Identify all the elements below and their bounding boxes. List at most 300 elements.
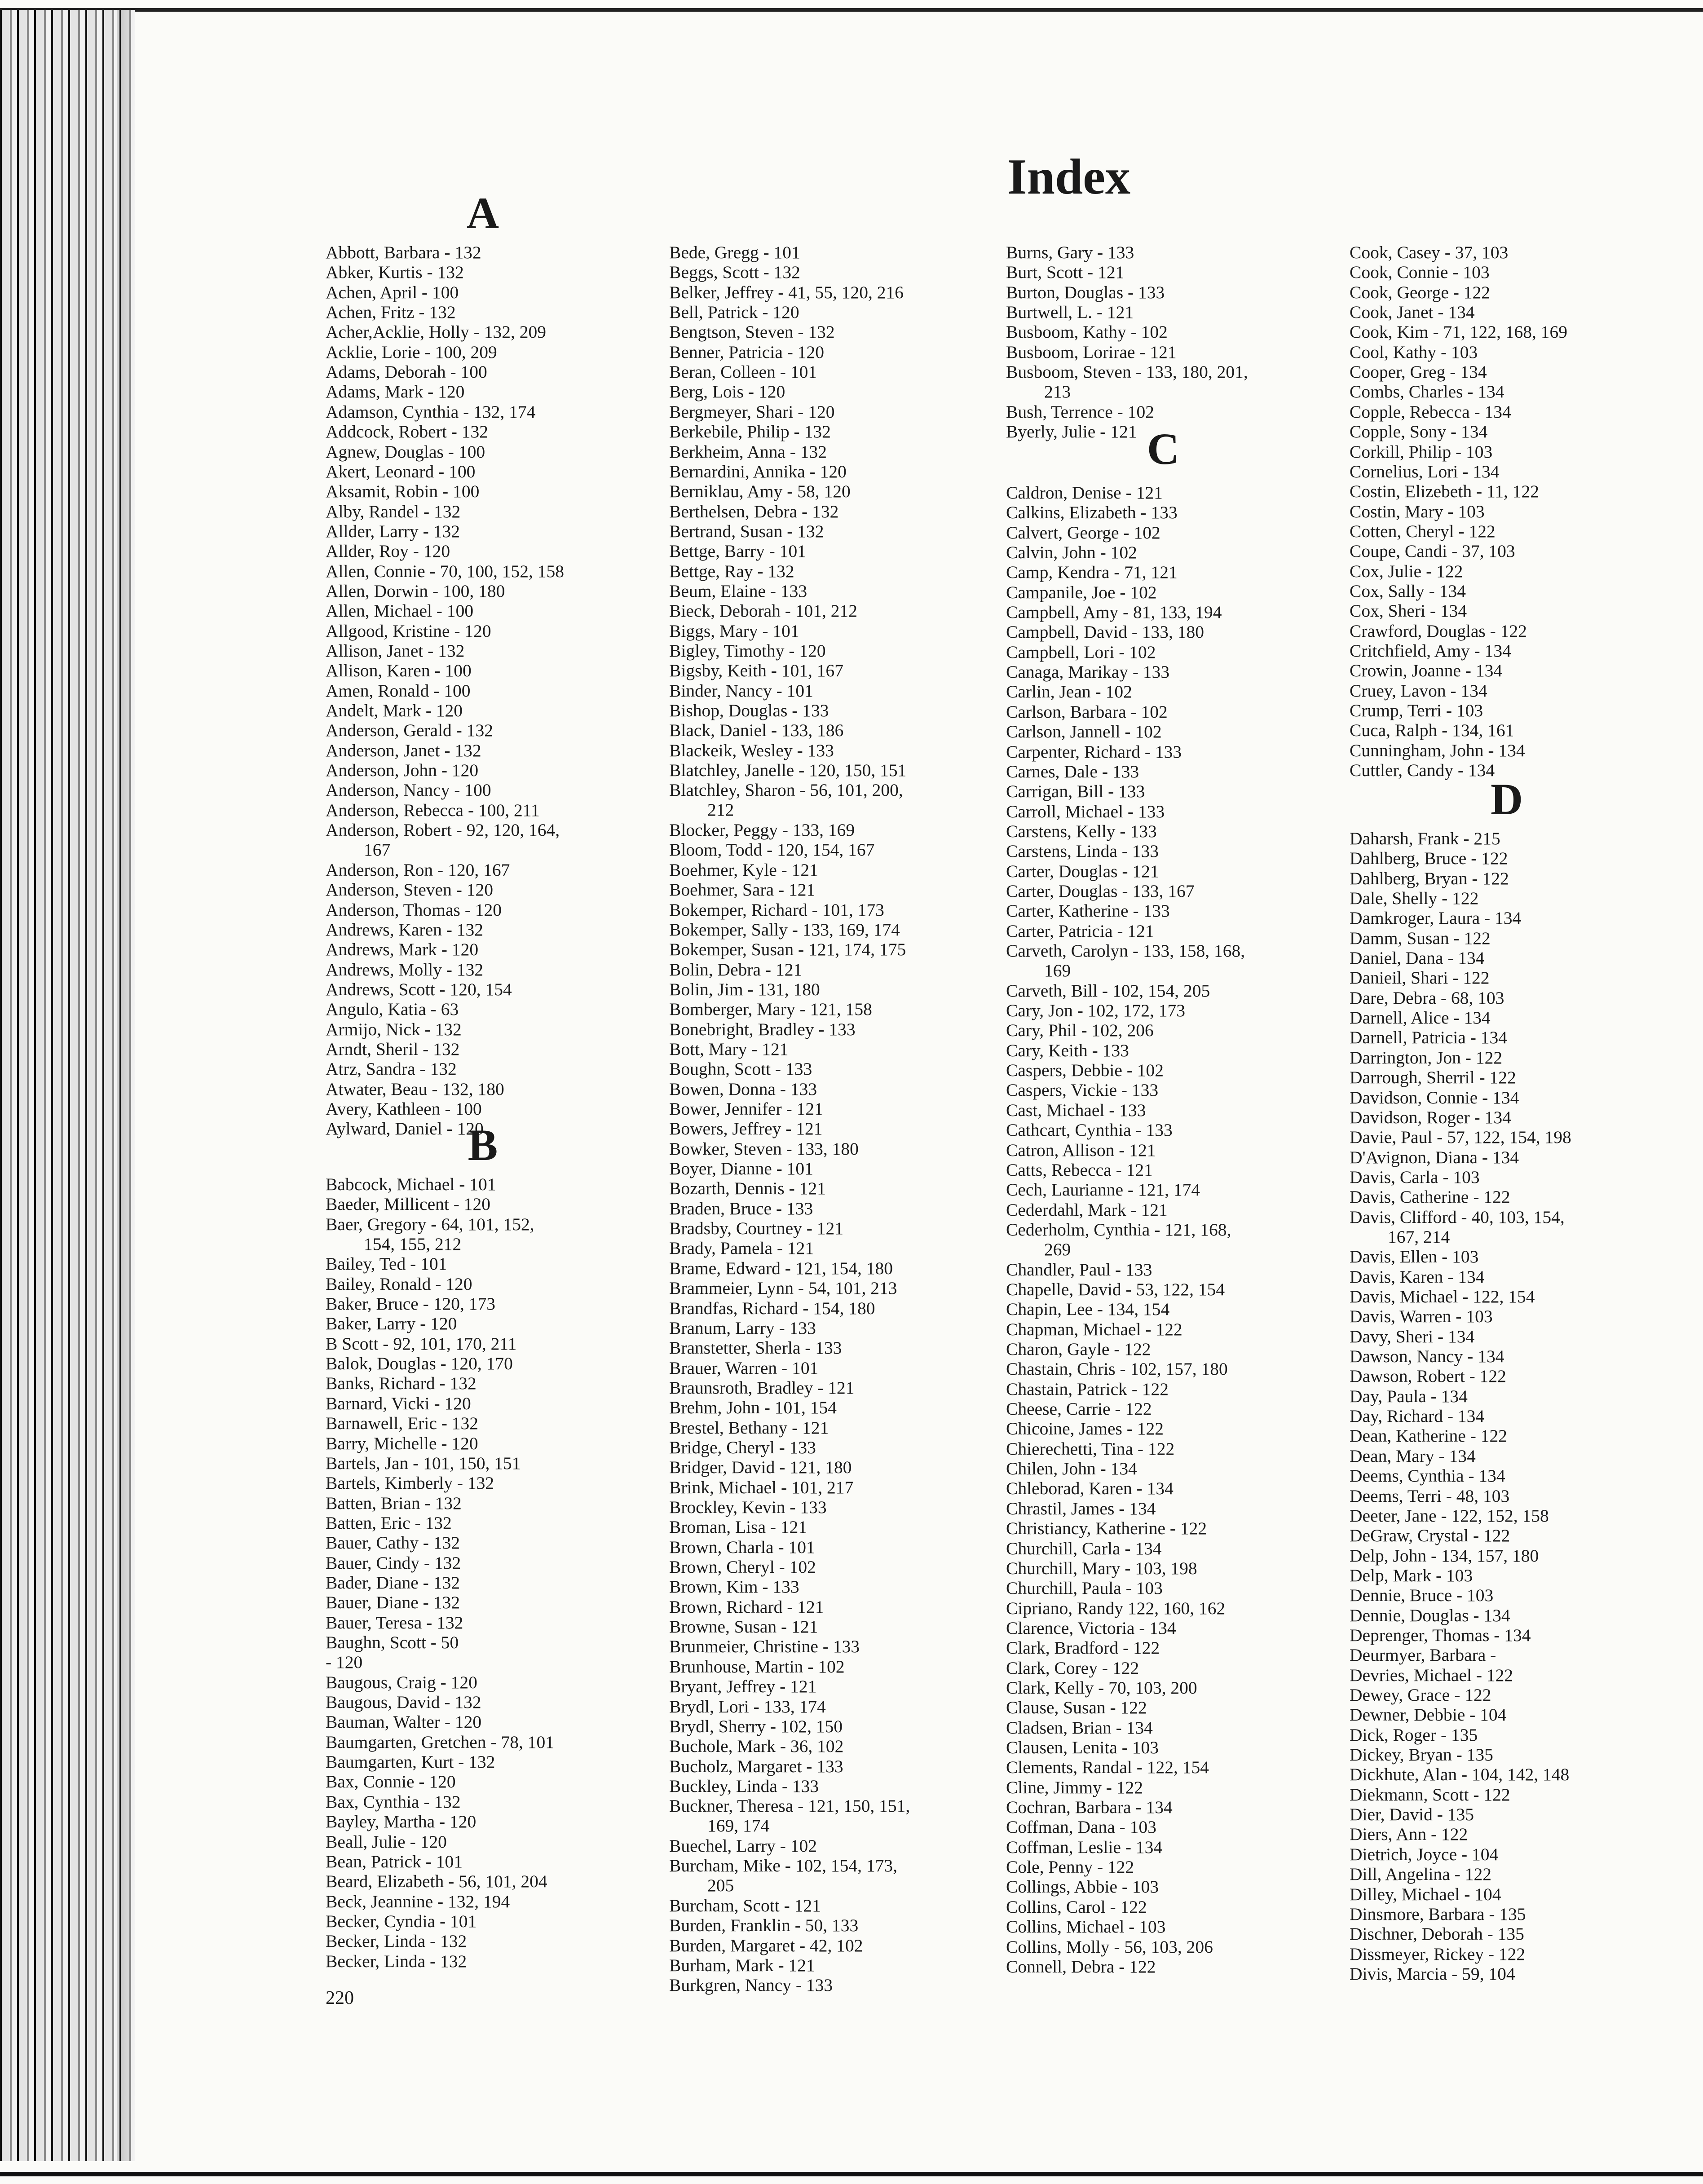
index-entry: Diekmann, Scott - 122	[1350, 1785, 1510, 1805]
index-entry: Branstetter, Sherla - 133	[669, 1338, 842, 1358]
index-entry: Berkheim, Anna - 132	[669, 442, 827, 462]
index-entry: Bucholz, Margaret - 133	[669, 1756, 843, 1776]
index-entry-main: Baer, Gregory - 64, 101, 152,	[326, 1214, 534, 1234]
index-entry: Catts, Rebecca - 121	[1006, 1160, 1153, 1180]
index-entry: Dinsmore, Barbara - 135	[1350, 1904, 1526, 1924]
index-entry: Delp, John - 134, 157, 180	[1350, 1546, 1539, 1566]
index-entry: Baugous, Craig - 120	[326, 1672, 477, 1692]
index-entry-continuation: 154, 155, 212	[364, 1234, 462, 1254]
index-entry: Delp, Mark - 103	[1350, 1566, 1473, 1585]
index-entry: Dissmeyer, Rickey - 122	[1350, 1944, 1526, 1964]
index-entry: Anderson, Steven - 120	[326, 880, 493, 900]
index-entry: Burcham, Scott - 121	[669, 1896, 821, 1915]
index-entry: Byerly, Julie - 121	[1006, 422, 1137, 441]
index-entry	[326, 820, 649, 860]
index-entry: Becker, Linda - 132	[326, 1951, 467, 1971]
index-entry: Chierechetti, Tina - 122	[1006, 1439, 1175, 1459]
index-entry: Day, Paula - 134	[1350, 1386, 1468, 1406]
index-entry: Bettge, Barry - 101	[669, 541, 806, 561]
index-entry: Boughn, Scott - 133	[669, 1059, 812, 1079]
index-entry: Anderson, Ron - 120, 167	[326, 860, 510, 880]
index-entry: Clark, Kelly - 70, 103, 200	[1006, 1678, 1197, 1698]
index-entry: Caspers, Vickie - 133	[1006, 1080, 1159, 1100]
index-entry: Campanile, Joe - 102	[1006, 582, 1157, 602]
index-entry: Bolin, Debra - 121	[669, 960, 803, 979]
index-entry: Dewner, Debbie - 104	[1350, 1705, 1507, 1725]
section-letter-b: B	[468, 1120, 498, 1170]
index-entry: Burden, Franklin - 50, 133	[669, 1915, 859, 1935]
index-entry: Combs, Charles - 134	[1350, 382, 1504, 402]
book-page-edges	[0, 10, 135, 2161]
index-entry: Calkins, Elizabeth - 133	[1006, 503, 1178, 522]
index-entry: Brydl, Sherry - 102, 150	[669, 1716, 843, 1736]
index-entry: Churchill, Carla - 134	[1006, 1539, 1162, 1558]
index-entry-continuation: 169, 174	[707, 1816, 770, 1835]
index-entry: Binder, Nancy - 101	[669, 681, 813, 701]
index-entry: Burns, Gary - 133	[1006, 243, 1134, 262]
index-entry: Bott, Mary - 121	[669, 1039, 789, 1059]
bottom-page-rule	[0, 2172, 1703, 2176]
index-entry: Cool, Kathy - 103	[1350, 342, 1478, 362]
index-entry: Dier, David - 135	[1350, 1805, 1474, 1824]
index-entry: Clark, Bradford - 122	[1006, 1638, 1160, 1658]
index-entry: Cox, Julie - 122	[1350, 561, 1463, 581]
index-entry: Bartels, Kimberly - 132	[326, 1473, 494, 1493]
index-entry: Burkgren, Nancy - 133	[669, 1975, 833, 1995]
index-entry: Brame, Edward - 121, 154, 180	[669, 1258, 893, 1278]
index-entry: Bigley, Timothy - 120	[669, 641, 826, 661]
index-entry: Chandler, Paul - 133	[1006, 1260, 1152, 1280]
section-letter-a: A	[466, 188, 499, 238]
index-entry: Chastain, Patrick - 122	[1006, 1379, 1169, 1399]
index-entry	[669, 780, 993, 820]
index-entry: Crump, Terri - 103	[1350, 701, 1483, 720]
index-entry: Agnew, Douglas - 100	[326, 442, 485, 462]
index-entry: Cheese, Carrie - 122	[1006, 1399, 1152, 1419]
index-entry: Copple, Sony - 134	[1350, 422, 1488, 441]
index-entry: Berg, Lois - 120	[669, 382, 785, 402]
index-entry: Dick, Roger - 135	[1350, 1725, 1478, 1745]
index-entry	[669, 1796, 993, 1835]
index-entry: Bokemper, Susan - 121, 174, 175	[669, 940, 906, 959]
index-entry: Cooper, Greg - 134	[1350, 362, 1487, 382]
index-entry	[669, 1856, 993, 1895]
index-entry: Bayley, Martha - 120	[326, 1812, 476, 1831]
index-entry: Barnard, Vicki - 120	[326, 1394, 471, 1413]
index-entry: Dietrich, Joyce - 104	[1350, 1844, 1499, 1864]
index-entry: Cunningham, John - 134	[1350, 741, 1525, 760]
index-entry-continuation: 269	[1044, 1240, 1071, 1259]
index-entry: Collins, Michael - 103	[1006, 1917, 1166, 1937]
index-entry-main: Davis, Clifford - 40, 103, 154,	[1350, 1207, 1565, 1227]
index-entry: Beran, Colleen - 101	[669, 362, 817, 382]
index-entry: Damm, Susan - 122	[1350, 928, 1491, 948]
index-entry: Damkroger, Laura - 134	[1350, 908, 1522, 928]
index-entry: Dawson, Robert - 122	[1350, 1366, 1506, 1386]
index-entry: Chapman, Michael - 122	[1006, 1319, 1182, 1339]
index-entry: Berkebile, Philip - 132	[669, 422, 831, 441]
index-entry: Chleborad, Karen - 134	[1006, 1478, 1174, 1498]
index-entry: Bishop, Douglas - 133	[669, 701, 829, 720]
index-entry: Campbell, Lori - 102	[1006, 642, 1156, 662]
index-entry: Davis, Karen - 134	[1350, 1267, 1485, 1287]
index-entry: Devries, Michael - 122	[1350, 1665, 1513, 1685]
index-entry: Crowin, Joanne - 134	[1350, 661, 1503, 680]
index-entry: Danieil, Shari - 122	[1350, 968, 1490, 988]
index-entry: Dean, Mary - 134	[1350, 1446, 1476, 1466]
index-entry: Coffman, Dana - 103	[1006, 1817, 1156, 1837]
index-entry: Brown, Charla - 101	[669, 1537, 815, 1557]
index-entry: Bokemper, Richard - 101, 173	[669, 900, 884, 920]
index-entry: Andelt, Mark - 120	[326, 701, 463, 720]
index-entry: Bede, Gregg - 101	[669, 243, 800, 262]
index-entry-continuation: 205	[707, 1875, 734, 1895]
index-entry: Davie, Paul - 57, 122, 154, 198	[1350, 1127, 1571, 1147]
index-entry: Bauman, Walter - 120	[326, 1712, 482, 1732]
index-entry: Brehm, John - 101, 154	[669, 1398, 837, 1417]
index-entry: Collins, Carol - 122	[1006, 1897, 1147, 1917]
index-entry: Carpenter, Richard - 133	[1006, 742, 1182, 762]
index-entry: Atrz, Sandra - 132	[326, 1059, 457, 1079]
index-entry: Cary, Jon - 102, 172, 173	[1006, 1001, 1185, 1020]
index-entry: Cox, Sheri - 134	[1350, 601, 1467, 621]
index-entry: Barry, Michelle - 120	[326, 1434, 478, 1453]
index-entry: Davis, Catherine - 122	[1350, 1187, 1510, 1207]
index-entry: Carstens, Kelly - 133	[1006, 821, 1157, 841]
index-entry: Cook, Connie - 103	[1350, 262, 1490, 282]
index-entry: Busboom, Lorirae - 121	[1006, 342, 1177, 362]
index-entry: Balok, Douglas - 120, 170	[326, 1354, 513, 1373]
index-entry: Acher,Acklie, Holly - 132, 209	[326, 322, 546, 342]
index-entry: Burham, Mark - 121	[669, 1955, 815, 1975]
index-entry: Bowker, Steven - 133, 180	[669, 1139, 859, 1159]
index-entry: Bailey, Ronald - 120	[326, 1274, 472, 1294]
index-entry: Dickey, Bryan - 135	[1350, 1745, 1493, 1765]
index-entry: Dill, Angelina - 122	[1350, 1864, 1491, 1884]
index-entry: Brown, Kim - 133	[669, 1577, 799, 1597]
index-entry: Darrington, Jon - 122	[1350, 1048, 1503, 1068]
index-entry-main: Burcham, Mike - 102, 154, 173,	[669, 1856, 897, 1875]
index-entry: Becker, Linda - 132	[326, 1931, 467, 1951]
index-entry: Beard, Elizabeth - 56, 101, 204	[326, 1871, 547, 1891]
index-entry: Bolin, Jim - 131, 180	[669, 979, 820, 999]
index-entry: Biggs, Mary - 101	[669, 621, 799, 641]
index-entry: Cook, Kim - 71, 122, 168, 169	[1350, 322, 1567, 342]
index-entry: Bowers, Jeffrey - 121	[669, 1119, 823, 1138]
index-entry: Avery, Kathleen - 100	[326, 1099, 482, 1119]
index-entry: Armijo, Nick - 132	[326, 1019, 462, 1039]
index-entry: Carter, Katherine - 133	[1006, 901, 1170, 921]
index-entry-continuation: 213	[1044, 382, 1071, 402]
index-entry: Cox, Sally - 134	[1350, 581, 1466, 601]
index-entry: Deems, Terri - 48, 103	[1350, 1486, 1510, 1506]
index-entry: Davidson, Connie - 134	[1350, 1088, 1519, 1107]
index-entry: Bertrand, Susan - 132	[669, 521, 824, 541]
index-entry: Anderson, Thomas - 120	[326, 900, 502, 920]
index-entry: Brady, Pamela - 121	[669, 1238, 814, 1258]
index-entry: Banks, Richard - 132	[326, 1373, 476, 1393]
index-entry: Cook, George - 122	[1350, 282, 1491, 302]
index-entry: Bush, Terrence - 102	[1006, 402, 1154, 422]
index-entry: Bokemper, Sally - 133, 169, 174	[669, 920, 900, 940]
index-entry: Burden, Margaret - 42, 102	[669, 1936, 863, 1955]
index-entry: Brunhouse, Martin - 102	[669, 1657, 845, 1677]
index-entry: Blocker, Peggy - 133, 169	[669, 820, 855, 840]
index-entry: Berniklau, Amy - 58, 120	[669, 481, 851, 501]
index-entry: Clarence, Victoria - 134	[1006, 1618, 1176, 1638]
index-entry: Cuca, Ralph - 134, 161	[1350, 720, 1514, 740]
index-entry: Bozarth, Dennis - 121	[669, 1178, 826, 1198]
index-entry: Baker, Bruce - 120, 173	[326, 1294, 495, 1314]
index-entry: Divis, Marcia - 59, 104	[1350, 1964, 1515, 1984]
index-entry: Adams, Mark - 120	[326, 382, 465, 402]
top-page-rule	[0, 8, 1703, 12]
index-entry: Cipriano, Randy 122, 160, 162	[1006, 1598, 1226, 1618]
index-entry	[326, 1214, 649, 1254]
index-entry: Chapelle, David - 53, 122, 154	[1006, 1280, 1225, 1299]
index-entry: Calvin, John - 102	[1006, 543, 1137, 562]
index-entry: Brandfas, Richard - 154, 180	[669, 1298, 875, 1318]
index-entry: Addcock, Robert - 132	[326, 422, 488, 441]
index-entry: Cech, Laurianne - 121, 174	[1006, 1180, 1200, 1200]
index-entry: Dean, Katherine - 122	[1350, 1426, 1507, 1446]
index-entry: Andrews, Scott - 120, 154	[326, 979, 512, 999]
index-entry: Campbell, David - 133, 180	[1006, 622, 1204, 642]
index-entry	[326, 1632, 649, 1672]
index-entry-main: Carveth, Carolyn - 133, 158, 168,	[1006, 941, 1245, 961]
index-entry: Bengtson, Steven - 132	[669, 322, 835, 342]
index-entry: Dennie, Douglas - 134	[1350, 1606, 1510, 1625]
index-entry: Burtwell, L. - 121	[1006, 302, 1134, 322]
index-entry: Carlin, Jean - 102	[1006, 682, 1132, 702]
index-entry: Brydl, Lori - 133, 174	[669, 1697, 826, 1716]
index-entry-continuation: 169	[1044, 961, 1071, 980]
index-entry: Cole, Penny - 122	[1006, 1857, 1134, 1877]
index-entry: Beck, Jeannine - 132, 194	[326, 1892, 510, 1911]
index-entry: Anderson, Rebecca - 100, 211	[326, 800, 540, 820]
index-entry: Carlson, Barbara - 102	[1006, 702, 1168, 722]
index-entry: Davidson, Roger - 134	[1350, 1107, 1511, 1127]
page-number: 220	[326, 1988, 354, 2008]
index-entry: Caldron, Denise - 121	[1006, 483, 1163, 503]
index-entry: Becker, Cyndia - 101	[326, 1911, 477, 1931]
index-entry: Blatchley, Janelle - 120, 150, 151	[669, 760, 907, 780]
index-entry: Davis, Carla - 103	[1350, 1167, 1480, 1187]
page-title: Index	[1007, 149, 1130, 205]
index-entry: Bell, Patrick - 120	[669, 302, 799, 322]
index-entry: Dickhute, Alan - 104, 142, 148	[1350, 1765, 1570, 1784]
index-entry: Anderson, Nancy - 100	[326, 780, 491, 800]
index-entry-main: Buckner, Theresa - 121, 150, 151,	[669, 1796, 910, 1816]
index-entry: Brown, Richard - 121	[669, 1597, 824, 1617]
index-entry: Amen, Ronald - 100	[326, 681, 471, 701]
index-entry: Dahlberg, Bruce - 122	[1350, 848, 1508, 868]
index-entry: Cook, Janet - 134	[1350, 302, 1475, 322]
index-entry: Campbell, Amy - 81, 133, 194	[1006, 602, 1222, 622]
index-entry: Allder, Larry - 132	[326, 521, 460, 541]
index-entry: Bomberger, Mary - 121, 158	[669, 999, 872, 1019]
index-entry: Carveth, Bill - 102, 154, 205	[1006, 981, 1210, 1001]
index-entry: Bax, Connie - 120	[326, 1772, 456, 1791]
index-entry: Allen, Connie - 70, 100, 152, 158	[326, 561, 565, 581]
index-entry: Chapin, Lee - 134, 154	[1006, 1299, 1170, 1319]
index-entry: Andrews, Molly - 132	[326, 960, 484, 979]
index-entry: Chastain, Chris - 102, 157, 180	[1006, 1359, 1228, 1379]
index-entry: Corkill, Philip - 103	[1350, 442, 1493, 462]
index-entry: Berthelsen, Debra - 132	[669, 502, 839, 521]
index-entry: Brauer, Warren - 101	[669, 1358, 819, 1378]
index-entry: Coffman, Leslie - 134	[1006, 1837, 1163, 1857]
index-entry: Bowen, Donna - 133	[669, 1079, 817, 1099]
index-entry: Atwater, Beau - 132, 180	[326, 1079, 504, 1099]
index-entry	[1006, 362, 1329, 402]
index-entry: Bauer, Diane - 132	[326, 1593, 460, 1612]
index-entry: Davis, Michael - 122, 154	[1350, 1287, 1535, 1306]
section-letter-c: C	[1147, 424, 1180, 474]
index-entry	[1350, 1207, 1673, 1247]
index-entry: Benner, Patricia - 120	[669, 342, 825, 362]
index-entry: Bauer, Cathy - 132	[326, 1533, 460, 1553]
index-entry: Cary, Keith - 133	[1006, 1041, 1129, 1060]
index-entry: Andrews, Karen - 132	[326, 920, 484, 940]
index-entry: Deeter, Jane - 122, 152, 158	[1350, 1506, 1549, 1526]
index-entry: Boehmer, Sara - 121	[669, 880, 816, 900]
index-entry: Burton, Douglas - 133	[1006, 282, 1165, 302]
index-entry-main: Baughn, Scott - 50	[326, 1632, 459, 1652]
index-entry-continuation: 167	[364, 840, 391, 860]
index-entry: Brunmeier, Christine - 133	[669, 1637, 860, 1656]
index-entry: Carrigan, Bill - 133	[1006, 781, 1145, 801]
index-entry: Adamson, Cynthia - 132, 174	[326, 402, 536, 422]
index-entry: Alby, Randel - 132	[326, 502, 461, 521]
index-entry: Bridge, Cheryl - 133	[669, 1438, 816, 1457]
index-entry: Carstens, Linda - 133	[1006, 841, 1159, 861]
index-entry: Chilen, John - 134	[1006, 1459, 1137, 1478]
index-entry	[1006, 1220, 1329, 1259]
index-entry: Dilley, Michael - 104	[1350, 1884, 1501, 1904]
index-entry: Braden, Bruce - 133	[669, 1199, 813, 1218]
index-entry: Christiancy, Katherine - 122	[1006, 1518, 1207, 1538]
index-entry: Andrews, Mark - 120	[326, 940, 479, 959]
index-entry: Copple, Rebecca - 134	[1350, 402, 1511, 422]
index-entry: Clause, Susan - 122	[1006, 1698, 1147, 1717]
index-entry: Diers, Ann - 122	[1350, 1824, 1468, 1844]
index-entry: Barnawell, Eric - 132	[326, 1413, 479, 1433]
index-entry: Cruey, Lavon - 134	[1350, 681, 1487, 701]
index-entry: Bridger, David - 121, 180	[669, 1457, 852, 1477]
index-entry: Black, Daniel - 133, 186	[669, 720, 844, 740]
index-entry: Dale, Shelly - 122	[1350, 888, 1479, 908]
index-entry: Adams, Deborah - 100	[326, 362, 487, 382]
index-entry: Catron, Allison - 121	[1006, 1140, 1156, 1160]
index-entry: Bader, Diane - 132	[326, 1573, 460, 1593]
index-entry: Darnell, Alice - 134	[1350, 1008, 1491, 1028]
index-entry: Costin, Elizebeth - 11, 122	[1350, 481, 1540, 501]
index-entry: Camp, Kendra - 71, 121	[1006, 562, 1178, 582]
index-entry: Bergmeyer, Shari - 120	[669, 402, 835, 422]
index-entry: Carnes, Dale - 133	[1006, 762, 1139, 781]
index-entry: Allgood, Kristine - 120	[326, 621, 491, 641]
index-entry: Davis, Ellen - 103	[1350, 1247, 1479, 1266]
index-entry: Daniel, Dana - 134	[1350, 948, 1485, 968]
index-entry: Abker, Kurtis - 132	[326, 262, 464, 282]
index-entry: Belker, Jeffrey - 41, 55, 120, 216	[669, 282, 904, 302]
index-entry: Bigsby, Keith - 101, 167	[669, 661, 844, 680]
index-entry: Acklie, Lorie - 100, 209	[326, 342, 497, 362]
index-entry: Blackeik, Wesley - 133	[669, 741, 834, 760]
index-entry: Brink, Michael - 101, 217	[669, 1478, 854, 1497]
index-entry: Baugous, David - 132	[326, 1692, 481, 1712]
index-entry: Bryant, Jeffrey - 121	[669, 1677, 817, 1696]
index-entry: Darrough, Sherril - 122	[1350, 1068, 1516, 1087]
index-entry: Cladsen, Brian - 134	[1006, 1718, 1153, 1738]
index-entry: Anderson, Janet - 132	[326, 741, 481, 760]
index-entry: Allen, Dorwin - 100, 180	[326, 581, 505, 601]
index-entry: Buchole, Mark - 36, 102	[669, 1736, 844, 1756]
index-entry: Churchill, Paula - 103	[1006, 1578, 1163, 1598]
index-entry: Cook, Casey - 37, 103	[1350, 243, 1509, 262]
index-entry: Allison, Janet - 132	[326, 641, 465, 661]
index-entry: Coupe, Candi - 37, 103	[1350, 541, 1515, 561]
index-entry: Bonebright, Bradley - 133	[669, 1019, 856, 1039]
index-entry: Carlson, Jannell - 102	[1006, 722, 1162, 741]
index-entry: Batten, Brian - 132	[326, 1493, 462, 1513]
index-entry: Dahlberg, Bryan - 122	[1350, 869, 1509, 888]
index-entry: DeGraw, Crystal - 122	[1350, 1526, 1510, 1545]
index-entry-continuation: 167, 214	[1388, 1227, 1450, 1247]
index-entry: Deurmyer, Barbara -	[1350, 1645, 1496, 1665]
index-entry: Arndt, Sheril - 132	[326, 1039, 460, 1059]
index-entry: Beum, Elaine - 133	[669, 581, 807, 601]
index-entry-main: Blatchley, Sharon - 56, 101, 200,	[669, 780, 903, 800]
index-entry: Anderson, John - 120	[326, 760, 479, 780]
index-entry: Bean, Patrick - 101	[326, 1852, 463, 1871]
index-entry: Baker, Larry - 120	[326, 1314, 457, 1333]
index-entry: B Scott - 92, 101, 170, 211	[326, 1334, 517, 1354]
index-entry: Dawson, Nancy - 134	[1350, 1346, 1504, 1366]
index-entry: Carter, Douglas - 121	[1006, 861, 1159, 881]
index-entry: Anderson, Gerald - 132	[326, 720, 493, 740]
index-entry: Deprenger, Thomas - 134	[1350, 1625, 1531, 1645]
index-entry: Boehmer, Kyle - 121	[669, 860, 818, 880]
index-entry-main: Cederholm, Cynthia - 121, 168,	[1006, 1220, 1231, 1240]
index-entry: Calvert, George - 102	[1006, 523, 1160, 543]
index-entry: Baeder, Millicent - 120	[326, 1194, 490, 1214]
index-entry: Clausen, Lenita - 103	[1006, 1738, 1159, 1757]
index-entry: Bailey, Ted - 101	[326, 1254, 447, 1274]
index-entry: Burt, Scott - 121	[1006, 262, 1125, 282]
index-entry-continuation: - 120	[326, 1652, 363, 1672]
index-entry: Abbott, Barbara - 132	[326, 243, 481, 262]
index-entry: Bartels, Jan - 101, 150, 151	[326, 1453, 521, 1473]
index-entry: Carroll, Michael - 133	[1006, 802, 1165, 821]
index-entry: Boyer, Dianne - 101	[669, 1159, 813, 1178]
index-entry: D'Avignon, Diana - 134	[1350, 1147, 1519, 1167]
index-entry: Clements, Randal - 122, 154	[1006, 1757, 1209, 1777]
index-entry: Bauer, Teresa - 132	[326, 1613, 463, 1632]
index-entry: Critchfield, Amy - 134	[1350, 641, 1511, 661]
index-entry: Cathcart, Cynthia - 133	[1006, 1120, 1173, 1140]
index-entry: Beggs, Scott - 132	[669, 262, 800, 282]
index-entry: Carter, Patricia - 121	[1006, 921, 1154, 941]
index-entry: Brown, Cheryl - 102	[669, 1557, 816, 1577]
index-entry-main: Anderson, Robert - 92, 120, 164,	[326, 820, 560, 840]
index-entry: Branum, Larry - 133	[669, 1318, 816, 1338]
index-entry: Davy, Sheri - 134	[1350, 1327, 1475, 1346]
index-entry: Cornelius, Lori - 134	[1350, 462, 1500, 481]
index-entry: Cary, Phil - 102, 206	[1006, 1020, 1154, 1040]
index-entry: Canaga, Marikay - 133	[1006, 662, 1170, 682]
